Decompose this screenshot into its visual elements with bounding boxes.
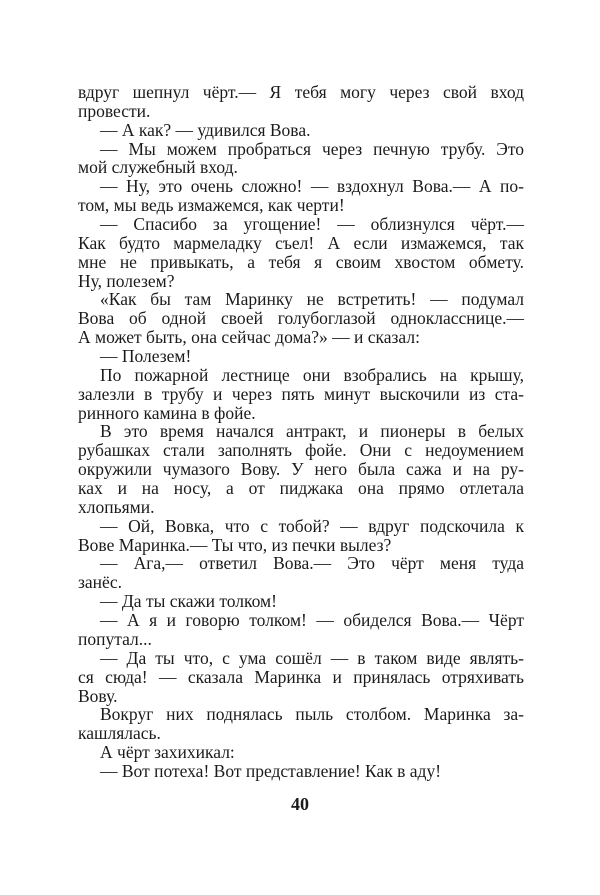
text-line: — А я и говорю толком! — обиделся Вова.— Чёрт (100, 610, 524, 631)
text-line: рубашках стали заполнять фойе. Они с недоумением (78, 440, 524, 461)
text-line: Вове Маринка.— Ты что, из печки вылез? (78, 534, 392, 555)
text-line: — Вот потеха! Вот представление! Как в аду! (100, 760, 442, 781)
page-body-text (78, 83, 524, 781)
text-line: окружили чумазого Вову. У него была сажа и на ру- (78, 459, 524, 480)
text-line: — Полезем! (100, 346, 192, 367)
text-line: ринного камина в фойе. (78, 402, 256, 423)
text-line: Ну, полезем? (78, 270, 175, 291)
text-line: — Ну, это очень сложно! — вздохнул Вова.— А по- (100, 176, 524, 197)
text-line: «Как бы там Маринку не встретить! — подумал (100, 289, 524, 310)
text-line: — Ой, Вовка, что с тобой? — вдруг подскочила к (100, 515, 524, 536)
text-line: В это время начался антракт, и пионеры в белых (100, 421, 524, 442)
text-line: хлопьями. (78, 496, 155, 517)
text-line: мой служебный вход. (78, 157, 238, 178)
text-line: — Да ты что, с ума сошёл — в таком виде являть- (100, 647, 524, 668)
text-line: — А как? — удивился Вова. (100, 119, 311, 140)
text-line: Вову. (78, 685, 118, 706)
text-line: попутал... (78, 628, 152, 649)
text-line: Как будто мармеладку съел! А если измажемся, так (78, 232, 524, 253)
text-line: занёс. (78, 572, 122, 593)
page-number: 40 (291, 794, 309, 814)
text-line: кашлялась. (78, 723, 161, 744)
text-line: По пожарной лестнице они взобрались на крышу, (100, 364, 524, 385)
text-line: ках и на носу, а от пиджака она прямо отлетала (78, 478, 524, 499)
text-line: ся сюда! — сказала Маринка и принялась отряхивать (78, 666, 524, 687)
text-line: том, мы ведь измажемся, как черти! (78, 195, 345, 216)
text-line: залезли в трубу и через пять минут выскочили из ста- (78, 383, 524, 404)
text-line: — Мы можем пробраться через печную трубу. Это (100, 138, 524, 159)
text-line: Вова об одной своей голубоглазой однокласснице.— (78, 308, 524, 329)
text-line: — Ага,— ответил Вова.— Это чёрт меня туда (100, 553, 524, 574)
text-line: А чёрт захихикал: (100, 742, 235, 763)
text-line: А может быть, она сейчас дома?» — и сказал: (78, 327, 420, 348)
text-line: мне не привыкать, а тебя я своим хвостом обмету. (78, 251, 524, 272)
text-line: провести. (78, 100, 151, 121)
text-line: Вокруг них поднялась пыль столбом. Маринка за- (100, 704, 524, 725)
text-line: — Да ты скажи толком! (100, 591, 277, 612)
text-line: — Спасибо за угощение! — облизнулся чёрт.— (100, 214, 524, 235)
text-line: вдруг шепнул чёрт.— Я тебя могу через свой вход (78, 82, 524, 102)
